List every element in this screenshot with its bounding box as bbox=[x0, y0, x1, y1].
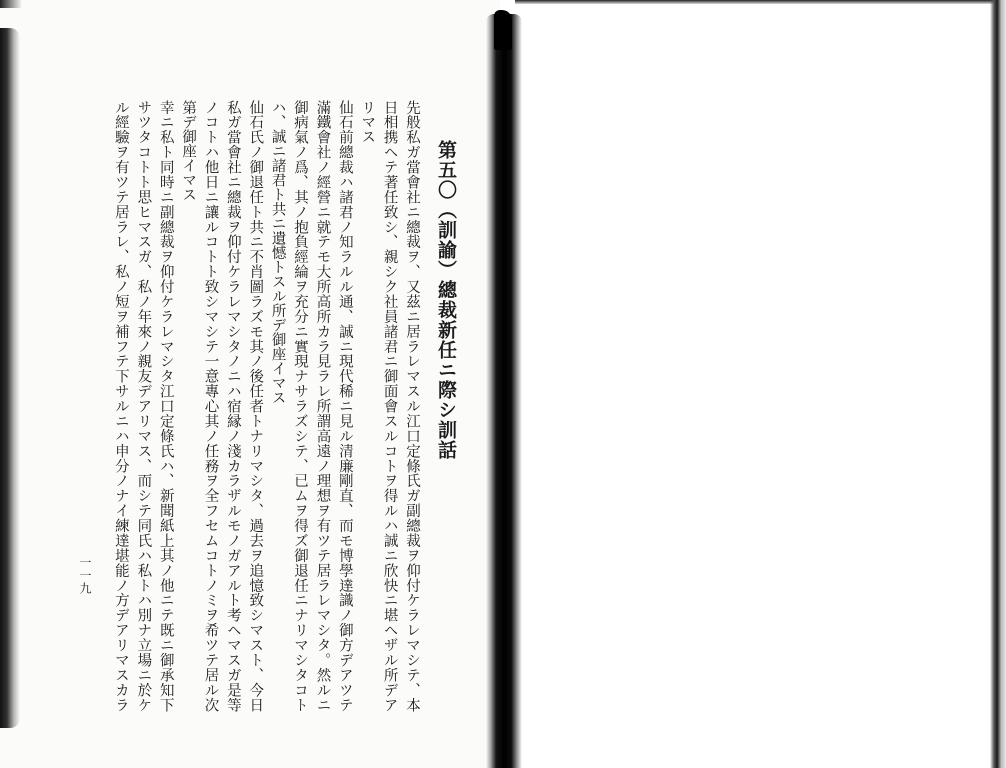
text-column: 私ガ當會社ニ總裁ヲ仰付ケラレマシタノニハ宿縁ノ淺カラザルモノガアルト考ヘマスガ是等 bbox=[224, 100, 241, 712]
text-column: サツタコトト思ヒマスガ、私ノ年來ノ親友デアリマス、而シテ同氏ハ私トハ別ナ立場ニ於ケ bbox=[135, 100, 152, 712]
right-page-edge bbox=[990, 0, 1006, 768]
body-text bbox=[109, 100, 423, 712]
text-column: 第デ御座イマス bbox=[180, 100, 197, 202]
text-column: 御病氣ノ爲、其ノ抱負經綸ヲ充分ニ實現ナサラズシテ、已ムヲ得ズ御退任ニナリマシタコト bbox=[292, 100, 309, 712]
text-column: 滿鐵會社ノ經營ニ就テモ大所高所カラ見ラレ所謂高遠ノ理想ヲ有ツテ居ラレマシタ。然ルニ bbox=[314, 100, 331, 712]
text-column: 幸ニ私ト同時ニ副總裁ヲ仰付ケラレマシタ江口定條氏ハ、新聞紙上其ノ他ニテ既ニ御承知下 bbox=[157, 100, 174, 712]
text-column: ル經驗ヲ有ツテ居ラレ、私ノ短ヲ補フテ下サルニハ申分ノナイ練達堪能ノ方デアリマスカラ bbox=[112, 100, 129, 712]
right-page bbox=[515, 0, 1006, 768]
text-column: 仙石前總裁ハ諸君ノ知ラルル通、誠ニ現代稀ニ見ル清廉剛直、而モ博學達識ノ御方デアツテ bbox=[336, 100, 353, 712]
right-page-top-edge bbox=[515, 0, 1006, 4]
left-edge-shadow bbox=[0, 28, 20, 728]
book-gutter-top bbox=[494, 10, 512, 50]
page-number: 一一九 bbox=[78, 556, 92, 595]
scan-corner-shadow bbox=[0, 0, 22, 8]
book-gutter bbox=[486, 14, 522, 768]
text-column: ノコトハ他日ニ讓ルコトト致シマシテ一意專心其ノ任務ヲ全フセムコトノミヲ希ツテ居ル次 bbox=[202, 100, 219, 712]
text-column: 仙石氏ノ御退任ト共ニ不肖圖ラズモ其ノ後任者トナリマシタ、過去ヲ追憶致シマスト、今日 bbox=[247, 100, 264, 712]
text-column: 日相携ヘテ著任致シ、親シク社員諸君ニ御面會スルコトヲ得ルハ誠ニ欣快ニ堪ヘザル所デア bbox=[381, 100, 398, 712]
text-column: ハ、誠ニ諸君ト共ニ遺憾トスル所デ御座イマス bbox=[269, 100, 286, 405]
section-title: 第五〇（訓諭）總裁新任ニ際シ訓話 bbox=[435, 140, 457, 460]
text-column: リマス bbox=[359, 100, 376, 144]
text-column: 先般私ガ當會社ニ總裁ヲ、又茲ニ居ラレマスル江口定條氏ガ副總裁ヲ仰付ケラレマシテ、本 bbox=[404, 100, 420, 712]
